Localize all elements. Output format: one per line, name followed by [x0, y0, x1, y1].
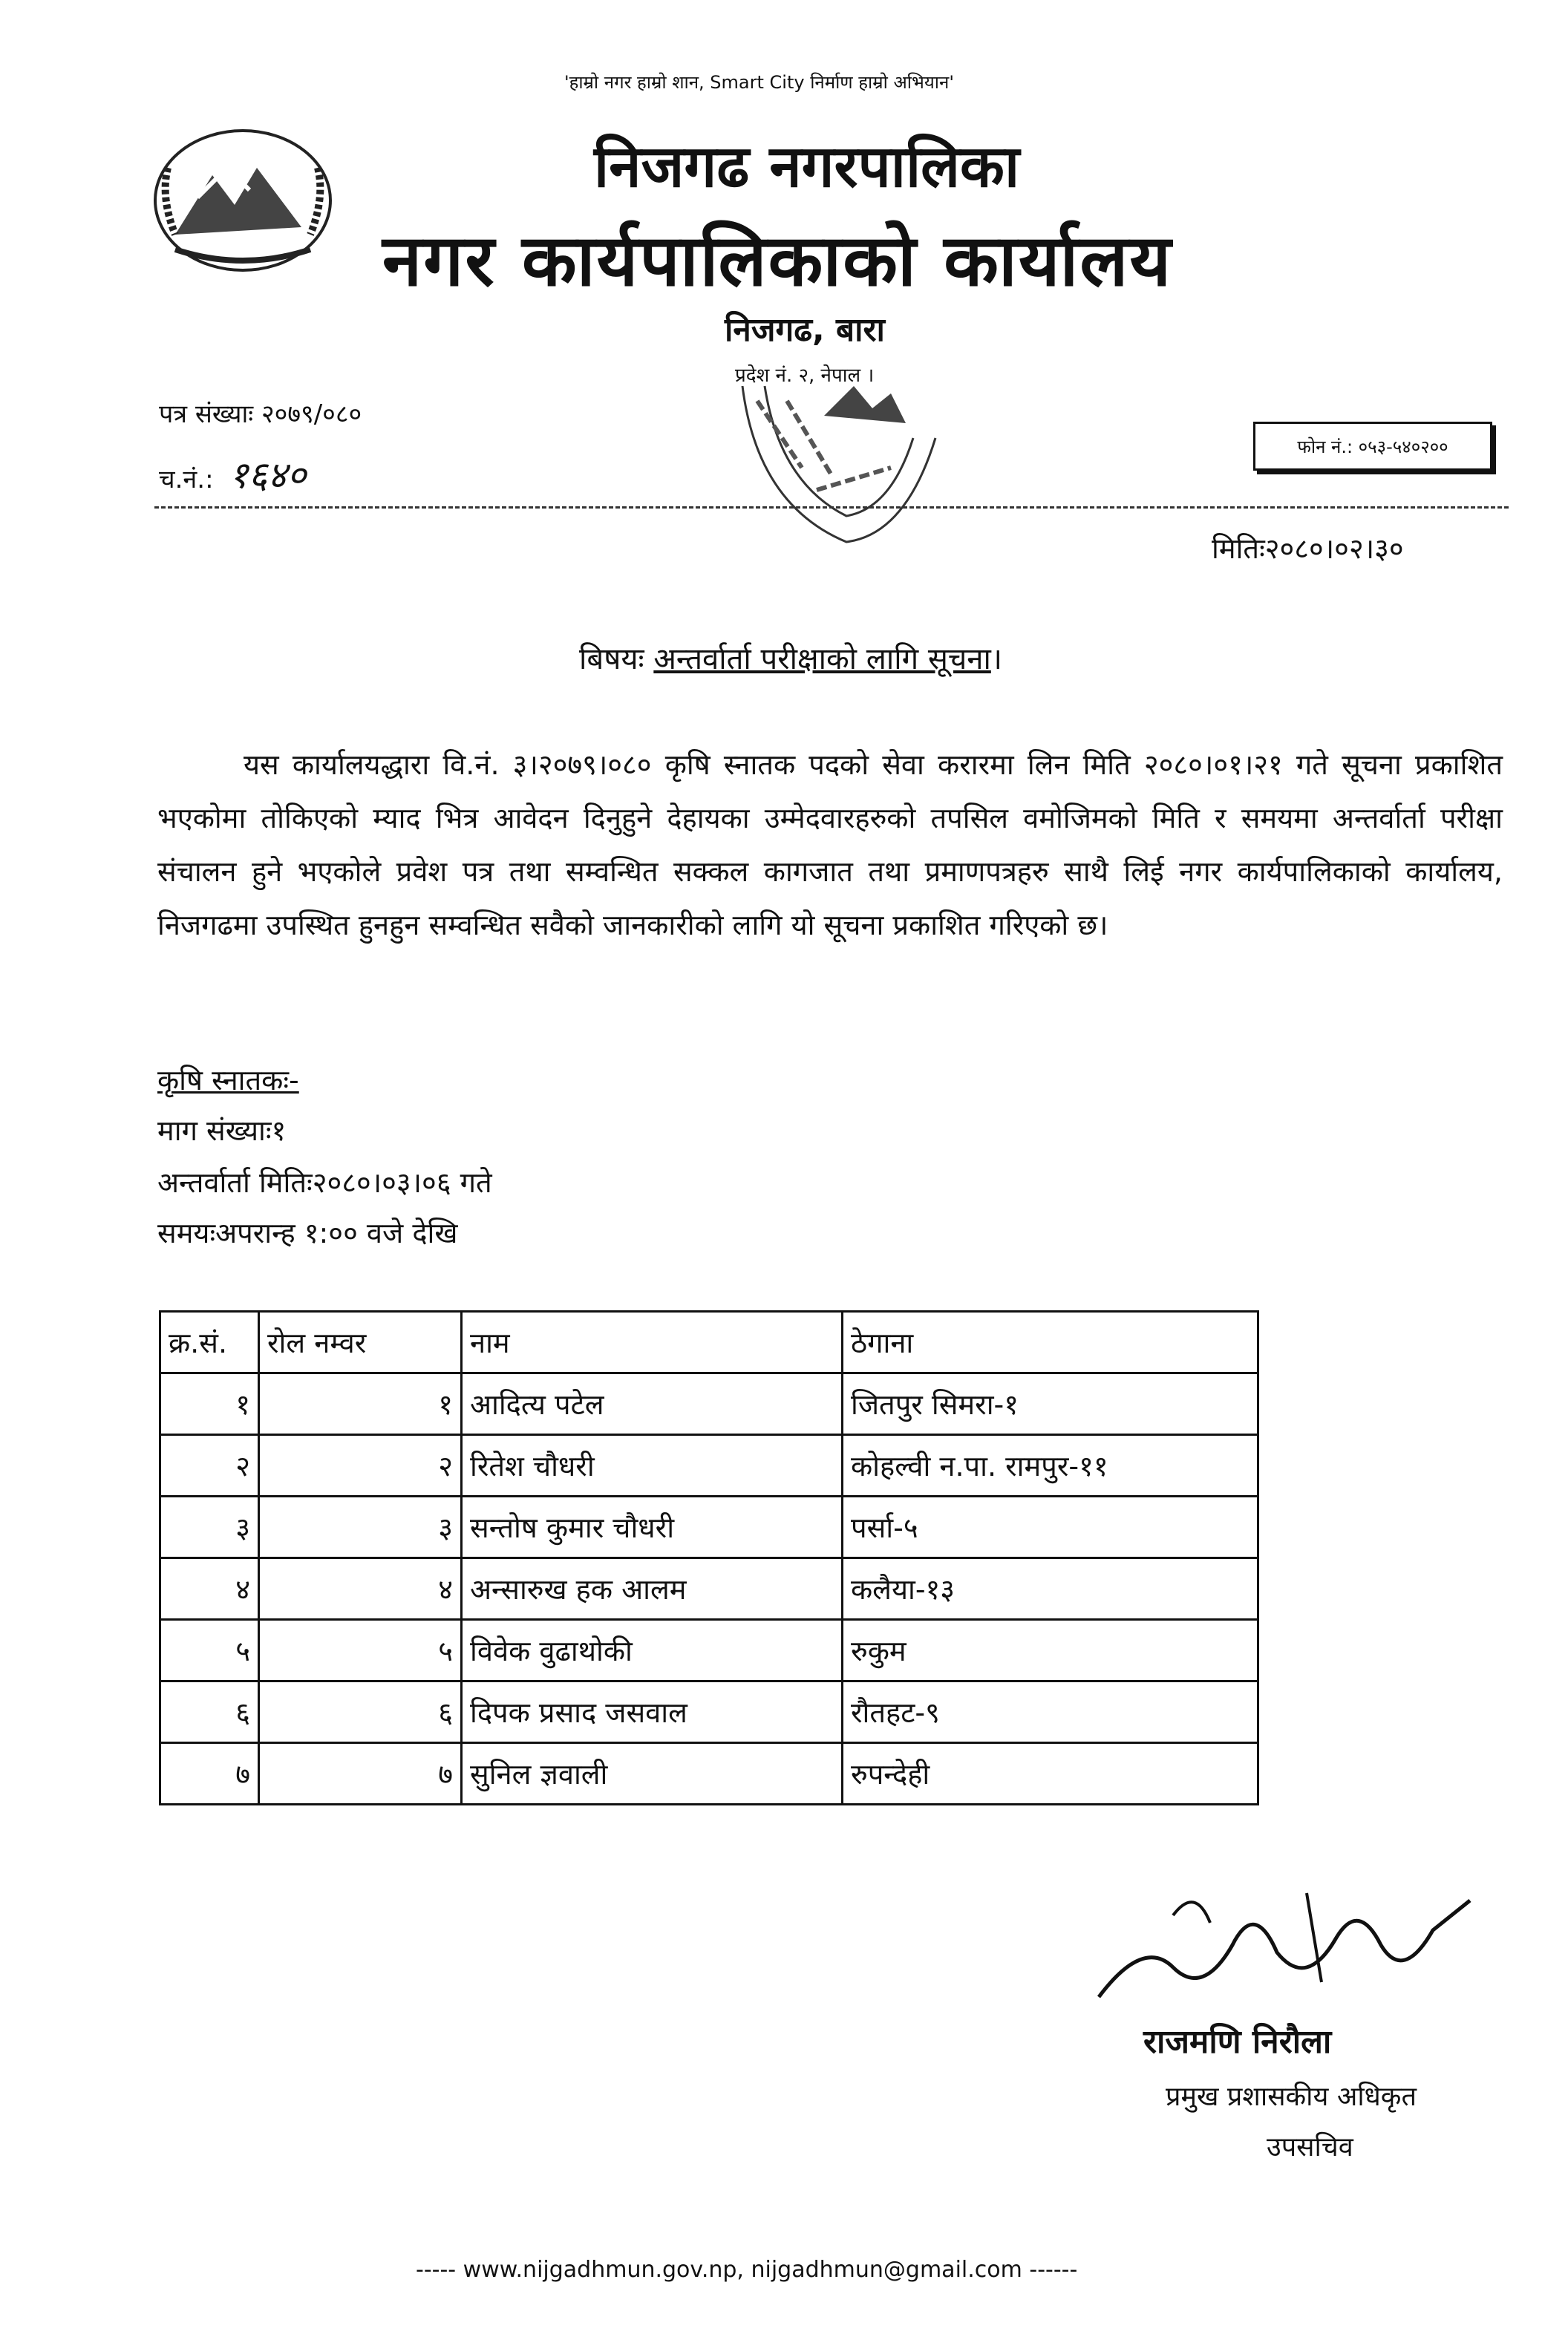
- letter-number-label: पत्र संख्याः: [159, 399, 254, 429]
- column-header-name: नाम: [462, 1312, 843, 1373]
- table-row: [160, 1373, 1258, 1435]
- cell-serial: ७: [160, 1743, 259, 1805]
- column-header-address: ठेगाना: [843, 1312, 1258, 1373]
- cell-address: पर्सा-५: [843, 1497, 1258, 1558]
- cell-serial: २: [160, 1435, 259, 1497]
- dispatch-number-label: च.नं.:: [159, 465, 214, 494]
- dispatch-number: [159, 448, 306, 499]
- signatory-rank: उपसचिव: [1267, 2132, 1353, 2163]
- table-row: [160, 1497, 1258, 1558]
- cell-roll: ४: [259, 1558, 462, 1620]
- column-header-roll: रोल नम्वर: [259, 1312, 462, 1373]
- cell-name: आदित्य पटेल: [462, 1373, 843, 1435]
- header-divider: [154, 506, 1509, 509]
- cell-address: कोहल्वी न.पा. रामपुर-११: [843, 1435, 1258, 1497]
- cell-name: सुनिल ज्ञवाली: [462, 1743, 843, 1805]
- table-row: [160, 1558, 1258, 1620]
- cell-roll: १: [259, 1373, 462, 1435]
- demand-count: माग संख्याः१: [157, 1114, 287, 1147]
- letter-number: [159, 396, 362, 430]
- cell-roll: ५: [259, 1620, 462, 1681]
- office-seal-stamp: [713, 356, 965, 579]
- cell-serial: ५: [160, 1620, 259, 1681]
- table-row: [160, 1743, 1258, 1805]
- cell-roll: ७: [259, 1743, 462, 1805]
- letter-number-value: २०७९/०८०: [261, 399, 362, 429]
- cell-address: जितपुर सिमरा-१: [843, 1373, 1258, 1435]
- column-header-serial: क्र.सं.: [160, 1312, 259, 1373]
- table-row: [160, 1620, 1258, 1681]
- letter-date: मितिः२०८०।०२।३०: [1212, 532, 1404, 565]
- office-address: निजगढ, बारा: [725, 311, 885, 349]
- cell-address: रौतहट-९: [843, 1681, 1258, 1743]
- cell-name: अन्सारुख हक आलम: [462, 1558, 843, 1620]
- subject-label: बिषयः: [579, 642, 644, 676]
- table-header-row: [160, 1312, 1258, 1373]
- municipality-name: निजगढ नगरपालिका: [594, 134, 1020, 200]
- subject-end: ।: [990, 642, 1003, 676]
- cell-address: रुपन्देही: [843, 1743, 1258, 1805]
- subject-text: अन्तर्वार्ता परीक्षाको लागि सूचना: [653, 642, 991, 676]
- cell-serial: १: [160, 1373, 259, 1435]
- cell-name: रितेश चौधरी: [462, 1435, 843, 1497]
- cell-name: विवेक वुढाथोकी: [462, 1620, 843, 1681]
- cell-roll: २: [259, 1435, 462, 1497]
- table-row: [160, 1435, 1258, 1497]
- cell-name: सन्तोष कुमार चौधरी: [462, 1497, 843, 1558]
- interview-date: अन्तर्वार्ता मितिः२०८०।०३।०६ गते: [157, 1166, 492, 1199]
- cell-name: दिपक प्रसाद जसवाल: [462, 1681, 843, 1743]
- phone-box: फोन नं.: ०५३-५४०२००: [1253, 422, 1492, 471]
- cell-serial: ३: [160, 1497, 259, 1558]
- handwritten-signature: [1084, 1871, 1500, 2019]
- subject-line: [579, 637, 1002, 678]
- cell-serial: ६: [160, 1681, 259, 1743]
- motto: 'हाम्रो नगर हाम्रो शान, Smart City निर्माण हाम्रो अभियान': [564, 72, 954, 93]
- interview-time: समयःअपरान्ह १:०० वजे देखि: [157, 1217, 458, 1249]
- dispatch-number-value: १६४०: [229, 454, 307, 497]
- cell-serial: ४: [160, 1558, 259, 1620]
- stamp-province-text: प्रदेश नं. २, नेपाल ।: [735, 365, 875, 387]
- signatory-name: राजमणि निरौला: [1143, 2023, 1332, 2061]
- cell-address: कलैया-१३: [843, 1558, 1258, 1620]
- signatory-position: प्रमुख प्रशासकीय अधिकृत: [1166, 2082, 1417, 2112]
- section-title: कृषि स्नातकः-: [157, 1064, 299, 1096]
- footer-contact: ----- www.nijgadhmun.gov.np, nijgadhmun@gmail.com ------: [416, 2257, 1078, 2283]
- table-row: [160, 1681, 1258, 1743]
- cell-roll: ३: [259, 1497, 462, 1558]
- candidate-table: [159, 1310, 1259, 1805]
- cell-address: रुकुम: [843, 1620, 1258, 1681]
- notice-paragraph: यस कार्यालयद्धारा वि.नं. ३।२०७९।०८० कृषि स्नातक पदको सेवा करारमा लिन मिति २०८०।०१।२१ गते सूचना प्रकाशित भएकोमा तोकिएको म्याद भित्र आवेदन दिनुहुने देहायका उम्मेदवारहरुको तपसिल वमोजिमको मिति र समयमा अन्तर्वार्ता परीक्षा संचालन हुने भएकोले प्रवेश पत्र तथा सम्वन्धित सक्कल कागजात तथा प्रमाणपत्रहरु साथै लिई नगर कार्यपालिकाको कार्यालय, निजगढमा उपस्थित हुनहुन सम्वन्धित सवैको जानकारीको लागि यो सूचना प्रकाशित गरिएको छ।: [157, 748, 1503, 941]
- cell-roll: ६: [259, 1681, 462, 1743]
- office-name: नगर कार्यपालिकाको कार्यालय: [382, 219, 1173, 302]
- nepal-emblem-logo: [146, 123, 340, 278]
